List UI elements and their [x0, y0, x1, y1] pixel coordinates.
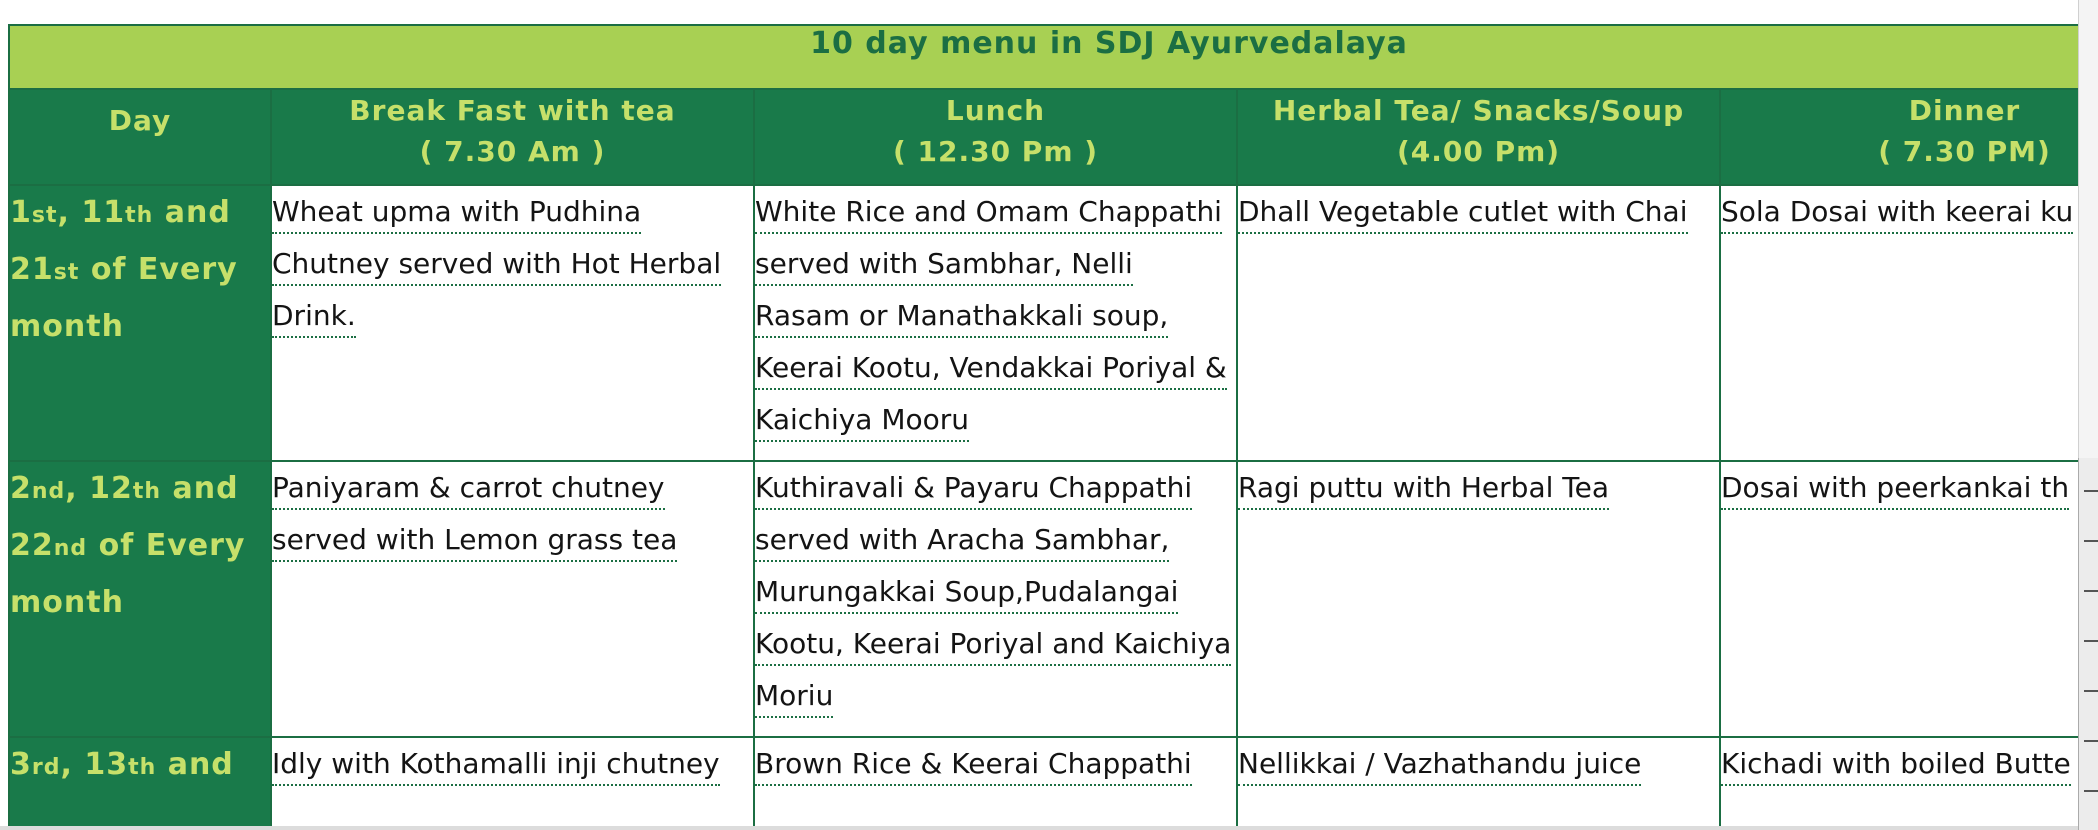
breakfast-text: Wheat upma with Pudhina Chutney served with Hot Herbal Drink. [272, 193, 721, 338]
ruler-tick [2084, 740, 2098, 742]
day-ordinal: st [31, 203, 58, 228]
day-text: and [153, 195, 231, 230]
header-snacks [1237, 89, 1720, 185]
breakfast-cell [271, 737, 754, 826]
dinner-text: Dosai with peerkankai th [1721, 469, 2069, 510]
day-ordinal: th [128, 755, 157, 780]
day-text: month [10, 585, 124, 620]
snacks-cell [1237, 461, 1720, 737]
snacks-text: Dhall Vegetable cutlet with Chai [1238, 193, 1688, 234]
day-text: of Every [87, 528, 246, 563]
table-title: 10 day menu in SDJ Ayurvedalaya [9, 25, 2078, 89]
ruler-panel [2078, 458, 2098, 830]
day-text: , 12 [65, 471, 133, 506]
day-text: , 13 [60, 747, 129, 782]
ruler-tick [2084, 590, 2098, 592]
header-snacks-time: (4.00 Pm) [1396, 135, 1561, 168]
lunch-cell [754, 737, 1237, 826]
day-text: of Every [79, 252, 238, 287]
header-snacks-label: Herbal Tea/ Snacks/Soup [1272, 94, 1685, 127]
header-breakfast-label: Break Fast with tea [349, 94, 676, 127]
day-ordinal: rd [31, 755, 61, 780]
header-dinner [1720, 89, 2078, 185]
breakfast-text: Paniyaram & carrot chutney served with Lemon grass tea [272, 469, 677, 562]
snacks-cell [1237, 185, 1720, 461]
snacks-text: Ragi puttu with Herbal Tea [1238, 469, 1609, 510]
lunch-text: White Rice and Omam Chappathi served with Sambhar, Nelli Rasam or Manathakkali soup, Keerai Kootu, Vendakkai Poriyal & Kaichiya Mooru [755, 193, 1227, 442]
day-ordinal: nd [31, 479, 66, 504]
day-ordinal: th [125, 203, 154, 228]
header-day: Day [9, 89, 271, 185]
menu-table [8, 24, 2078, 826]
table-row [9, 461, 2078, 737]
header-lunch-label: Lunch [945, 94, 1046, 127]
day-text: month [10, 309, 124, 344]
lunch-cell [754, 461, 1237, 737]
day-ordinal: st [53, 260, 80, 285]
ruler-tick [2084, 540, 2098, 542]
day-text: , 11 [57, 195, 126, 230]
header-dinner-label: Dinner [1908, 94, 2021, 127]
breakfast-cell [271, 461, 754, 737]
ruler-tick [2084, 640, 2098, 642]
header-breakfast [271, 89, 754, 185]
lunch-text: Brown Rice & Keerai Chappathi [755, 745, 1192, 786]
lunch-text: Kuthiravali & Payaru Chappathi served with Aracha Sambhar, Murungakkai Soup,Pudalangai Kootu, Keerai Poriyal and Kaichiya Moriu [755, 469, 1231, 718]
snacks-text: Nellikkai / Vazhathandu juice [1238, 745, 1641, 786]
window-bottom-edge [0, 826, 2078, 830]
dinner-cell [1720, 461, 2078, 737]
day-text: 21 [10, 252, 54, 287]
day-cell [9, 185, 271, 461]
day-text: 1 [10, 195, 32, 230]
breakfast-text: Idly with Kothamalli inji chutney [272, 745, 720, 786]
ruler-tick [2084, 790, 2098, 792]
day-ordinal: nd [53, 536, 88, 561]
day-text: 3 [10, 747, 32, 782]
header-lunch-time: ( 12.30 Pm ) [892, 135, 1099, 168]
day-text: 22 [10, 528, 54, 563]
table-row [9, 737, 2078, 826]
day-ordinal: th [132, 479, 162, 504]
ruler-tick [2084, 690, 2098, 692]
day-text: 2 [10, 471, 32, 506]
dinner-text: Sola Dosai with keerai ku [1721, 193, 2073, 234]
dinner-text: Kichadi with boiled Butte [1721, 745, 2071, 786]
breakfast-cell [271, 185, 754, 461]
header-dinner-time: ( 7.30 PM) [1878, 135, 2051, 168]
lunch-cell [754, 185, 1237, 461]
dinner-cell [1720, 185, 2078, 461]
day-text: and [156, 747, 234, 782]
header-breakfast-time: ( 7.30 Am ) [419, 135, 606, 168]
day-cell [9, 737, 271, 826]
ruler-tick [2084, 490, 2098, 492]
day-cell [9, 461, 271, 737]
header-lunch [754, 89, 1237, 185]
snacks-cell [1237, 737, 1720, 826]
day-text: and [161, 471, 239, 506]
table-row [9, 185, 2078, 461]
dinner-cell [1720, 737, 2078, 826]
